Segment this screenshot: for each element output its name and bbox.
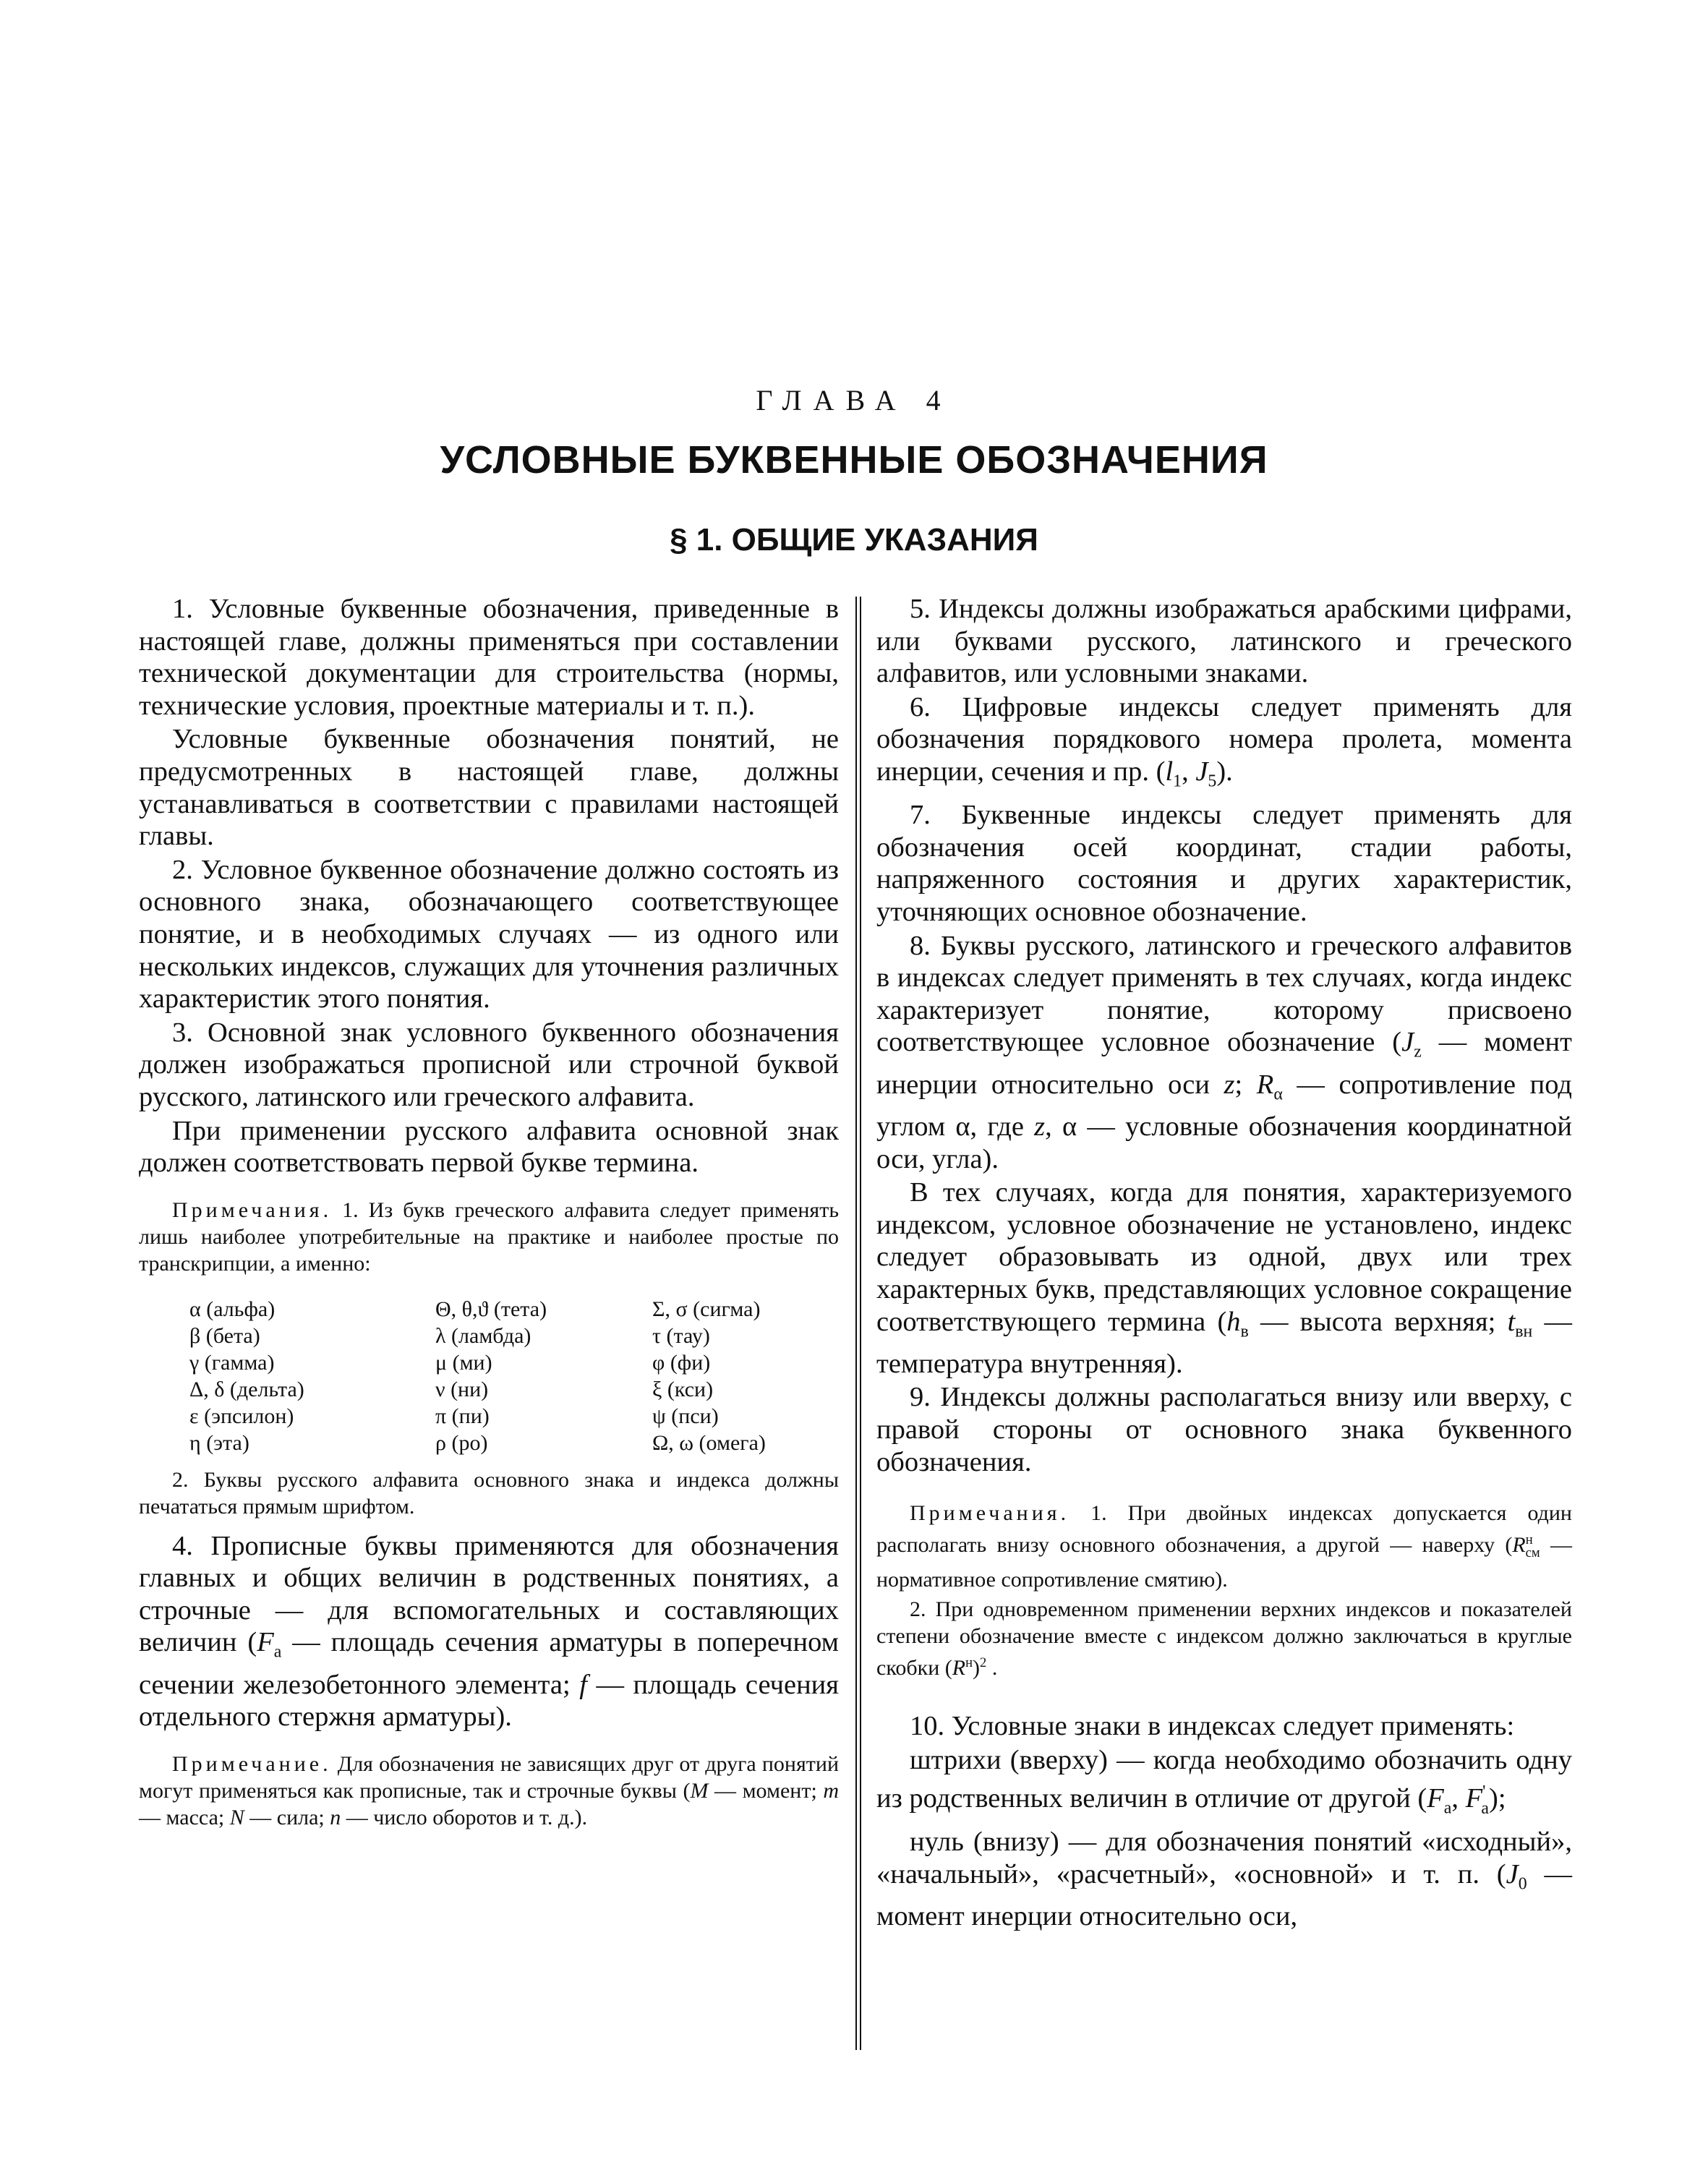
subscript: 5 <box>1208 772 1217 791</box>
left-column <box>139 593 839 1831</box>
note-indices-text-2 <box>876 1596 1572 1681</box>
paragraph-3: 2. Условное буквенное обозначение должно состоять из основного знака, обозначающего соответствующее понятие, и в необходимых случаях — из одного или нескольких индексов, служащих для уточнения различных характеристик этого понятия. <box>139 854 839 1015</box>
text-run: — момент инерции относительно оси <box>876 1027 1572 1100</box>
subscript: 0 <box>1518 1874 1527 1894</box>
paragraph-zero <box>876 1826 1572 1932</box>
paragraph-9-position: 9. Индексы должны располагаться внизу или вверху, с правой стороны от основного знака буквенного обозначения. <box>876 1382 1572 1477</box>
symbol: R <box>1512 1533 1526 1558</box>
symbol: z <box>1224 1069 1235 1100</box>
subscript: a <box>1481 1798 1489 1818</box>
superscript: н <box>1525 1532 1533 1548</box>
note-greek-text <box>139 1197 839 1277</box>
greek-item: Θ, θ,ϑ (тета) <box>435 1297 547 1321</box>
greek-item: λ (ламбда) <box>435 1323 531 1348</box>
greek-item: Ω, ω (омега) <box>652 1430 766 1455</box>
greek-item: Σ, σ (сигма) <box>652 1297 761 1321</box>
note-greek-text-2: 2. Буквы русского алфавита основного знака и индекса должны печататься прямым шрифтом. <box>139 1467 839 1519</box>
text-run: В тех случаях, когда для понятия, характеризуемого индексом, условное обозначение не установлено, индекс следует образовывать из одной, двух или трех характерных букв, представляющих условное сокращение соответствующего термина ( <box>876 1177 1572 1337</box>
text-run: — высота верхняя; <box>1248 1306 1508 1337</box>
symbol: F <box>1465 1783 1483 1814</box>
greek-item: α (альфа) <box>189 1297 276 1321</box>
text-run: ; <box>1234 1069 1257 1100</box>
paragraph-5-indices: 5. Индексы должны изображаться арабскими цифрами, или буквами русского, латинского и греческого алфавитов, или условными знаками. <box>876 594 1572 689</box>
symbol: R <box>1256 1069 1274 1100</box>
text-run: — сопротивление под углом α, где <box>876 1069 1572 1142</box>
symbol: t <box>1507 1306 1516 1337</box>
right-column <box>876 593 1572 1933</box>
symbol: J <box>1506 1859 1519 1890</box>
greek-item: π (пи) <box>435 1404 490 1428</box>
symbol: n <box>330 1805 341 1829</box>
paragraph-8-alphabets <box>876 930 1572 1176</box>
symbol: F <box>1427 1783 1444 1814</box>
text-run: — масса; <box>139 1805 230 1829</box>
superscript: н <box>965 1655 973 1671</box>
text-run: 4. Прописные буквы применяются для обозначения главных и общих величин в родственных понятиях, а строчные — для вспомогательных и составляющих величин ( <box>139 1530 839 1658</box>
symbol: N <box>229 1805 244 1829</box>
greek-alphabet-table <box>189 1296 839 1456</box>
greek-item: η (эта) <box>189 1430 249 1455</box>
paragraph-7-letters: 7. Буквенные индексы следует применять для обозначения осей координат, стадии работы, напряженного состояния и других характеристик, уточняющих основное обозначение. <box>876 800 1572 928</box>
symbol: J <box>1195 756 1208 787</box>
greek-item: ε (эпсилон) <box>189 1404 294 1428</box>
subscript: z <box>1414 1043 1422 1062</box>
note-letters-text <box>139 1751 839 1831</box>
note-body: 1. Из букв греческого алфавита следует применять лишь наиболее употребительные на практике и наиболее простые по транскрипции, а именно: <box>139 1197 839 1276</box>
text-run: — температура внутренняя). <box>876 1306 1572 1379</box>
greek-item: ρ (ро) <box>435 1430 488 1455</box>
text-run: нуль (внизу) — для обозначения понятий «исходный», «начальный», «расчетный», «основной» и т. п. ( <box>876 1827 1572 1890</box>
subscript: a <box>1443 1798 1452 1818</box>
text-run: ) <box>973 1656 981 1681</box>
text-run: — нормативное сопротивление смятию). <box>876 1533 1572 1592</box>
symbol: l <box>1165 756 1174 787</box>
greek-item: μ (ми) <box>435 1350 492 1375</box>
text-run: 6. Цифровые индексы следует применять для обозначения порядкового номера пролета, момента инерции, сечения и пр. ( <box>876 691 1572 787</box>
note-indices-text <box>876 1500 1572 1593</box>
superscript: 2 <box>980 1655 987 1671</box>
subscript: 1 <box>1173 772 1182 791</box>
symbol: z <box>1034 1111 1046 1142</box>
symbol: J <box>1401 1027 1414 1058</box>
greek-item: γ (гамма) <box>189 1350 275 1375</box>
paragraph-5: При применении русского алфавита основной знак должен соответствовать первой букве термина. <box>139 1115 839 1179</box>
note-label: Примечания. <box>910 1501 1070 1526</box>
paragraph-4: 3. Основной знак условного буквенного обозначения должен изображаться прописной или строчной буквой русского, латинского или греческого алфавита. <box>139 1017 839 1112</box>
text-run: штрихи (вверху) — когда необходимо обозначить одну из родственных величин в отличие от другой ( <box>876 1744 1572 1814</box>
subscript: α <box>1273 1085 1283 1104</box>
greek-item: ξ (кси) <box>652 1377 714 1401</box>
symbol: R <box>952 1656 966 1681</box>
symbol: M <box>690 1778 709 1803</box>
greek-item: ν (ни) <box>435 1377 489 1401</box>
paragraph-abbreviations <box>876 1176 1572 1380</box>
chapter-label: ГЛАВА 4 <box>756 384 952 417</box>
text-run: 2. При одновременном применении верхних индексов и показателей степени обозначение вместе с индексом должно заключаться в круглые скобки ( <box>876 1597 1572 1681</box>
symbol: m <box>823 1778 839 1803</box>
greek-item: φ (фи) <box>652 1350 711 1375</box>
note-indices <box>876 1500 1572 1681</box>
page-title: УСЛОВНЫЕ БУКВЕННЫЕ ОБОЗНАЧЕНИЯ <box>440 438 1268 482</box>
text-run: 1. При двойных индексах допускается один располагать внизу основного обозначения, а другой — наверху ( <box>876 1501 1572 1558</box>
text-run: — момент; <box>708 1778 824 1803</box>
paragraph-10-signs: 10. Условные знаки в индексах следует применять: <box>910 1711 1515 1742</box>
paragraph-primes: штрихи (вверху) — когда необходимо обозначить одну из родственных величин в отличие от другой ($F_a$, $F'_a$); <box>876 1744 1572 1818</box>
subscript: в <box>1240 1322 1249 1341</box>
greek-item: Δ, δ (дельта) <box>189 1377 304 1401</box>
symbol: F <box>257 1627 274 1658</box>
paragraph-1: 1. Условные буквенные обозначения, приведенные в настоящей главе, должны применяться при составлении технической документации для строительства (нормы, технические условия, проектные материалы и т. п.). <box>139 594 839 721</box>
section-title: § 1. ОБЩИЕ УКАЗАНИЯ <box>670 522 1038 558</box>
paragraph-6 <box>139 1530 839 1733</box>
text-run: — момент инерции относительно оси, <box>876 1859 1572 1932</box>
subscript: вн <box>1515 1322 1533 1341</box>
note-letters <box>139 1751 839 1831</box>
paragraph-2: Условные буквенные обозначения понятий, не предусмотренных в настоящей главе, должны устанавливаться в соответствии с правилами настоящей главы. <box>139 724 839 852</box>
text-run: 8. Буквы русского, латинского и греческого алфавитов в индексах следует применять в тех случаях, когда индекс характеризует понятие, которому присвоено соответствующее условное обозначение ( <box>876 930 1572 1058</box>
text-run: ). <box>1216 756 1233 787</box>
paragraph-6-digits: 6. Цифровые индексы следует применять для обозначения порядкового номера пролета, момента инерции, сечения и пр. ($l_1$, $J_5$). <box>876 691 1572 791</box>
text-run: . <box>986 1656 998 1681</box>
note-label: Примечания. <box>172 1197 333 1222</box>
greek-item: τ (тау) <box>652 1323 710 1348</box>
text-run: , α — условные обозначения координатной оси, угла). <box>876 1111 1572 1174</box>
symbol: f <box>579 1669 587 1700</box>
symbol: h <box>1226 1306 1241 1337</box>
subscript: см <box>1525 1545 1540 1561</box>
text-run: — сила; <box>244 1805 330 1829</box>
text-run: — площадь сечения арматуры в поперечном сечении железобетонного элемента; <box>139 1627 839 1700</box>
note-greek <box>139 1197 839 1520</box>
text-run: — число оборотов и т. д.). <box>341 1805 588 1829</box>
greek-item: ψ (пси) <box>652 1404 719 1428</box>
text-run: Для обозначения не зависящих друг от друга понятий могут применяться как прописные, так и строчные буквы ( <box>139 1751 839 1803</box>
greek-item: β (бета) <box>189 1323 260 1348</box>
text-run: ); <box>1489 1783 1506 1814</box>
note-label: Примечание. <box>172 1751 332 1776</box>
subscript: a <box>273 1643 282 1662</box>
text-run: — площадь сечения отдельного стержня арматуры). <box>139 1669 839 1733</box>
superscript: ' <box>1482 1782 1486 1802</box>
